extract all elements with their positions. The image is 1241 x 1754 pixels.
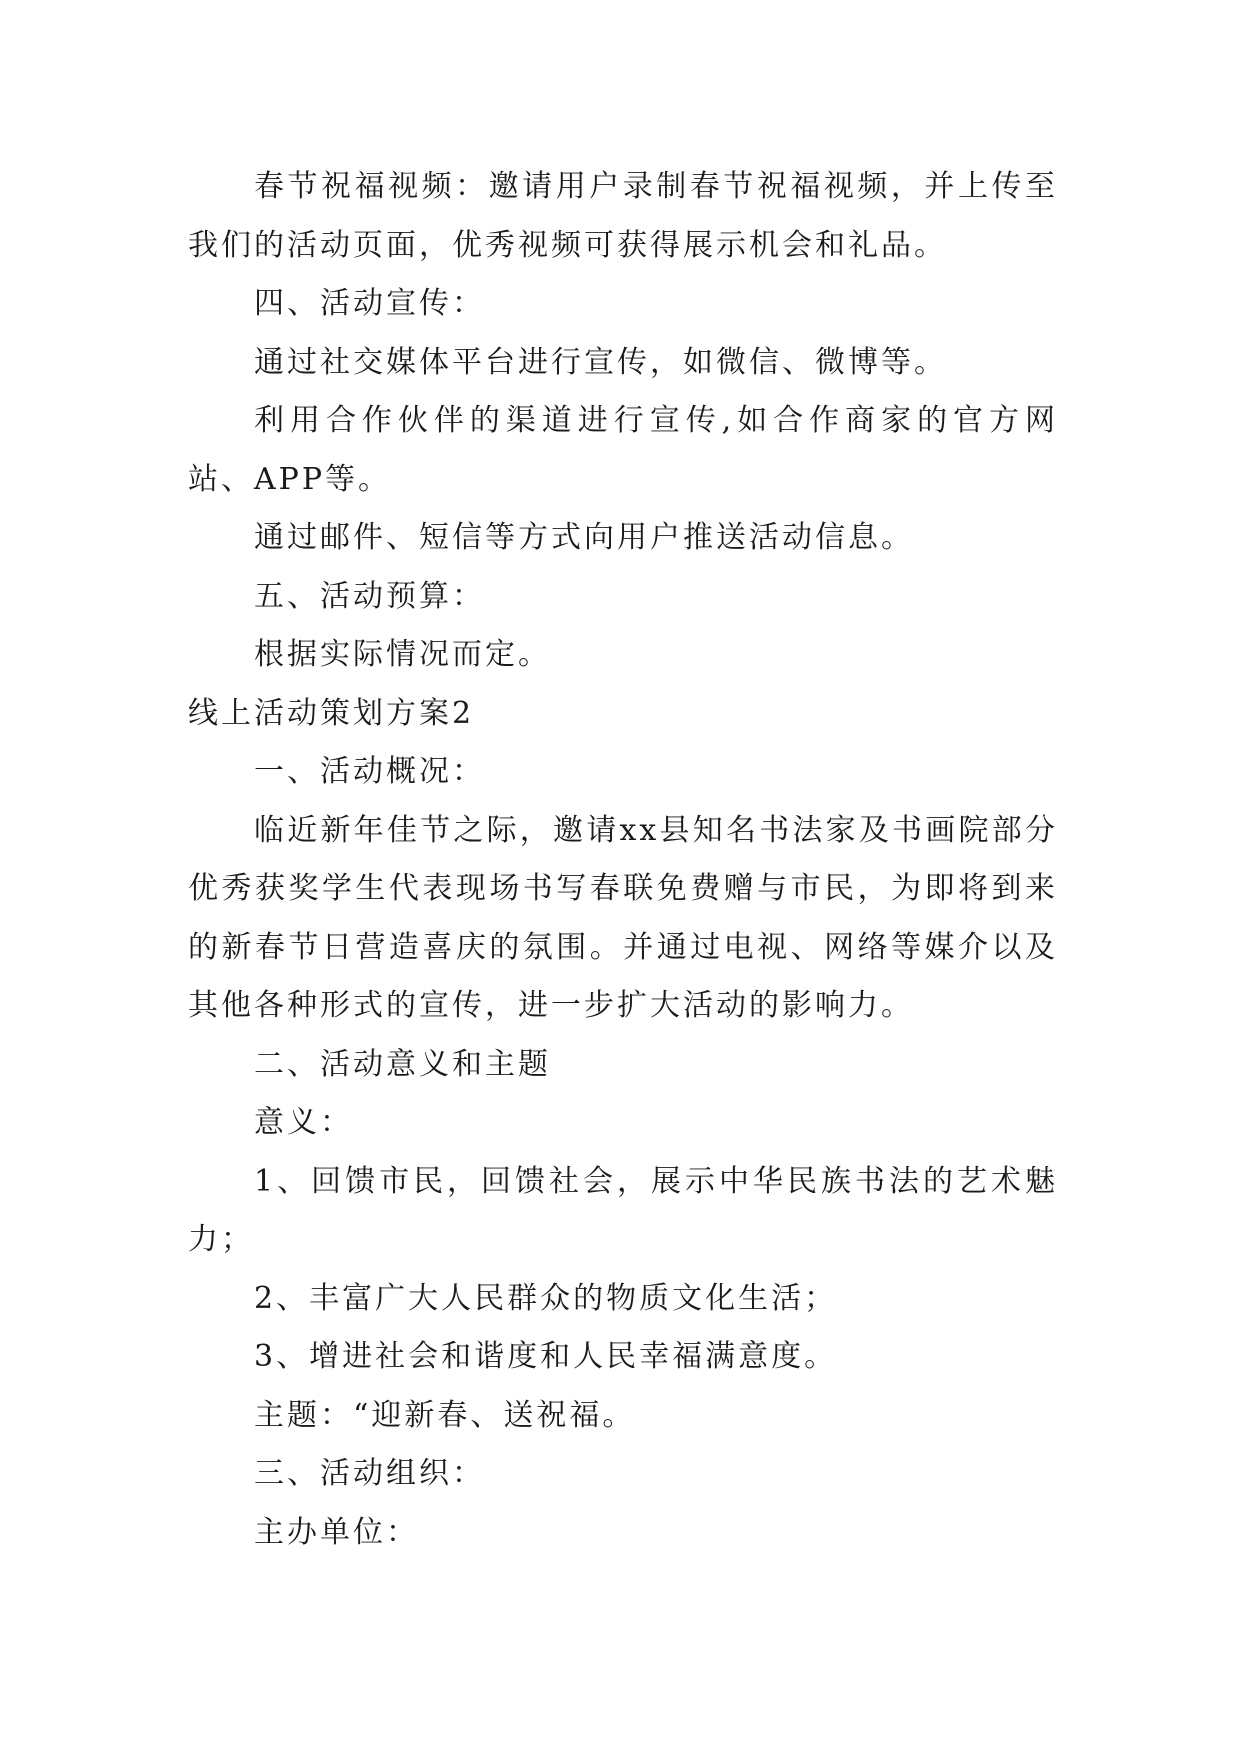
paragraph-organizer: 主办单位：	[254, 1514, 419, 1550]
document-title-plan-2: 线上活动策划方案2	[188, 695, 475, 731]
paragraph-video-greeting: 春节祝福视频：邀请用户录制春节祝福视频，并上传至我们的活动页面，优秀视频可获得展示机会和礼品。	[188, 169, 1058, 263]
paragraph-theme: 主题：“迎新春、送祝福。	[254, 1397, 636, 1433]
section-heading-budget: 五、活动预算：	[254, 578, 485, 614]
list-item-meaning-2: 2、丰富广大人民群众的物质文化生活；	[254, 1280, 838, 1316]
document-body	[188, 158, 1058, 1562]
paragraph-partner-channels: 利用合作伙伴的渠道进行宣传,如合作商家的官方网站、APP等。	[188, 403, 1058, 497]
list-item-meaning-3: 3、增进社会和谐度和人民幸福满意度。	[254, 1339, 838, 1374]
section-heading-promotion: 四、活动宣传：	[254, 286, 485, 321]
section-heading-organization: 三、活动组织：	[254, 1456, 485, 1491]
list-item-meaning-1: 1、回馈市民，回馈社会，展示中华民族书法的艺术魅力；	[188, 1163, 1058, 1257]
subheading-meaning: 意义：	[254, 1105, 353, 1140]
section-heading-overview: 一、活动概况：	[254, 754, 485, 789]
paragraph-overview: 临近新年佳节之际，邀请xx县知名书法家及书画院部分优秀获奖学生代表现场书写春联免费赠与市民，为即将到来的新春节日营造喜庆的氛围。并通过电视、网络等媒介以及其他各种形式的宣传，进一步扩大活动的影响力。	[188, 812, 1058, 1023]
paragraph-social-media: 通过社交媒体平台进行宣传，如微信、微博等。	[254, 344, 947, 380]
section-heading-meaning-theme: 二、活动意义和主题	[254, 1046, 551, 1082]
paragraph-email-sms: 通过邮件、短信等方式向用户推送活动信息。	[254, 520, 914, 555]
paragraph-budget: 根据实际情况而定。	[254, 637, 551, 672]
